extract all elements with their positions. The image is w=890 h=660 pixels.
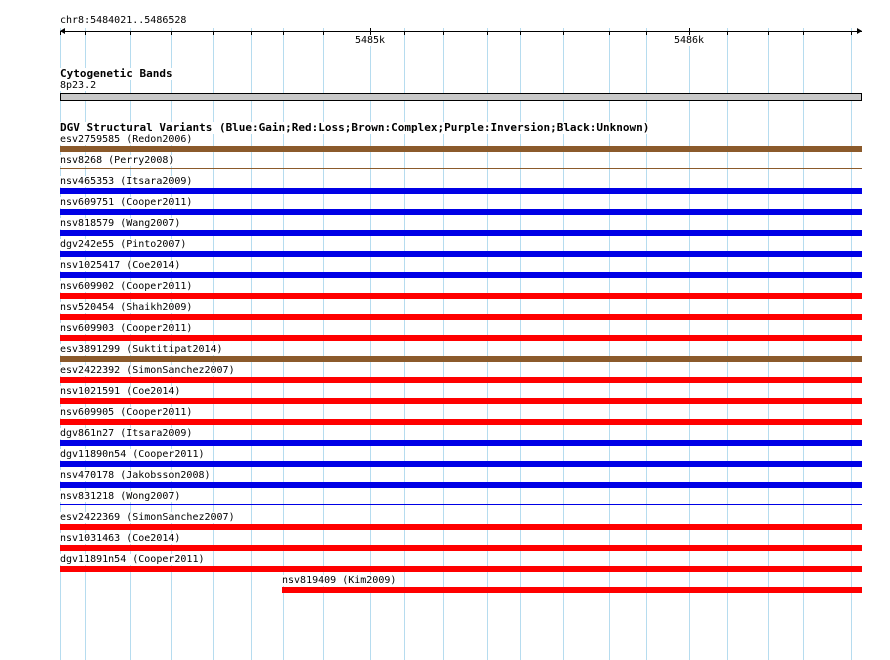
- ruler-tick: [487, 31, 488, 35]
- variant-label: dgv861n27 (Itsara2009): [60, 428, 193, 439]
- ruler-tick: [171, 31, 172, 35]
- ruler-tick: [727, 31, 728, 35]
- variant-bar-loss[interactable]: [60, 545, 862, 551]
- variant-bar-complex[interactable]: [60, 168, 862, 169]
- ruler-right-arrow-icon[interactable]: [857, 28, 862, 34]
- variant-bar-complex[interactable]: [60, 146, 862, 152]
- ruler-tick: [563, 31, 564, 35]
- ruler-tick: [251, 31, 252, 35]
- ruler-line: [60, 31, 862, 32]
- variant-bar-complex[interactable]: [60, 356, 862, 362]
- variant-label: nsv609902 (Cooper2011): [60, 281, 193, 292]
- ruler-tick: [803, 31, 804, 35]
- ruler-tick: [323, 31, 324, 35]
- variant-label: nsv609903 (Cooper2011): [60, 323, 193, 334]
- coordinate-label: chr8:5484021..5486528: [60, 15, 187, 26]
- variant-bar-gain[interactable]: [60, 230, 862, 236]
- variant-label: nsv609905 (Cooper2011): [60, 407, 193, 418]
- variant-label: esv2422392 (SimonSanchez2007): [60, 365, 235, 376]
- ruler-tick: [404, 31, 405, 35]
- variant-bar-loss[interactable]: [60, 398, 862, 404]
- variant-bar-loss[interactable]: [60, 335, 862, 341]
- variant-label: esv2759585 (Redon2006): [60, 134, 193, 145]
- variant-bar-gain[interactable]: [60, 482, 862, 488]
- variant-bar-gain[interactable]: [60, 461, 862, 467]
- ruler-tick: [851, 31, 852, 35]
- variant-label: nsv8268 (Perry2008): [60, 155, 175, 166]
- variant-label: esv3891299 (Suktitipat2014): [60, 344, 223, 355]
- variant-bar-loss[interactable]: [60, 566, 862, 572]
- ruler-tick: [646, 31, 647, 35]
- ruler-tick: [689, 28, 690, 35]
- variant-label: dgv11890n54 (Cooper2011): [60, 449, 205, 460]
- dgv-track-title: DGV Structural Variants (Blue:Gain;Red:Loss;Brown:Complex;Purple:Inversion;Black:Unknown): [60, 121, 650, 134]
- cytoband-label: 8p23.2: [60, 80, 97, 91]
- variant-label: nsv1025417 (Coe2014): [60, 260, 181, 271]
- cytoband-bar[interactable]: [60, 93, 862, 101]
- ruler-tick: [130, 31, 131, 35]
- ruler-tick: [443, 31, 444, 35]
- ruler-tick: [609, 31, 610, 35]
- ruler-tick: [60, 31, 61, 35]
- ruler-tick: [520, 31, 521, 35]
- ruler-tick: [768, 31, 769, 35]
- variant-bar-gain[interactable]: [60, 251, 862, 257]
- variant-label: nsv1031463 (Coe2014): [60, 533, 181, 544]
- variant-bar-gain[interactable]: [60, 272, 862, 278]
- variant-label: esv2422369 (SimonSanchez2007): [60, 512, 235, 523]
- ruler-tick-label: 5486k: [673, 35, 705, 46]
- variant-label: nsv1021591 (Coe2014): [60, 386, 181, 397]
- ruler-tick: [370, 28, 371, 35]
- variant-label: nsv818579 (Wang2007): [60, 218, 181, 229]
- ruler-tick-label: 5485k: [354, 35, 386, 46]
- variant-bar-gain[interactable]: [60, 440, 862, 446]
- variant-bar-loss[interactable]: [60, 293, 862, 299]
- variant-label: dgv11891n54 (Cooper2011): [60, 554, 205, 565]
- variant-label: nsv831218 (Wong2007): [60, 491, 181, 502]
- variant-bar-loss[interactable]: [60, 419, 862, 425]
- variant-bar-loss[interactable]: [282, 587, 862, 593]
- variant-label: nsv819409 (Kim2009): [282, 575, 397, 586]
- variant-bar-gain[interactable]: [60, 504, 862, 505]
- cytoband-track-title: Cytogenetic Bands: [60, 67, 173, 80]
- variant-bar-gain[interactable]: [60, 209, 862, 215]
- variant-label: nsv520454 (Shaikh2009): [60, 302, 193, 313]
- variant-label: nsv465353 (Itsara2009): [60, 176, 193, 187]
- variant-bar-loss[interactable]: [60, 377, 862, 383]
- variant-label: nsv470178 (Jakobsson2008): [60, 470, 211, 481]
- ruler-tick: [85, 31, 86, 35]
- ruler-tick: [283, 31, 284, 35]
- variant-bar-loss[interactable]: [60, 314, 862, 320]
- variant-label: nsv609751 (Cooper2011): [60, 197, 193, 208]
- variant-bar-gain[interactable]: [60, 188, 862, 194]
- variant-bar-loss[interactable]: [60, 524, 862, 530]
- variant-label: dgv242e55 (Pinto2007): [60, 239, 187, 250]
- ruler-tick: [213, 31, 214, 35]
